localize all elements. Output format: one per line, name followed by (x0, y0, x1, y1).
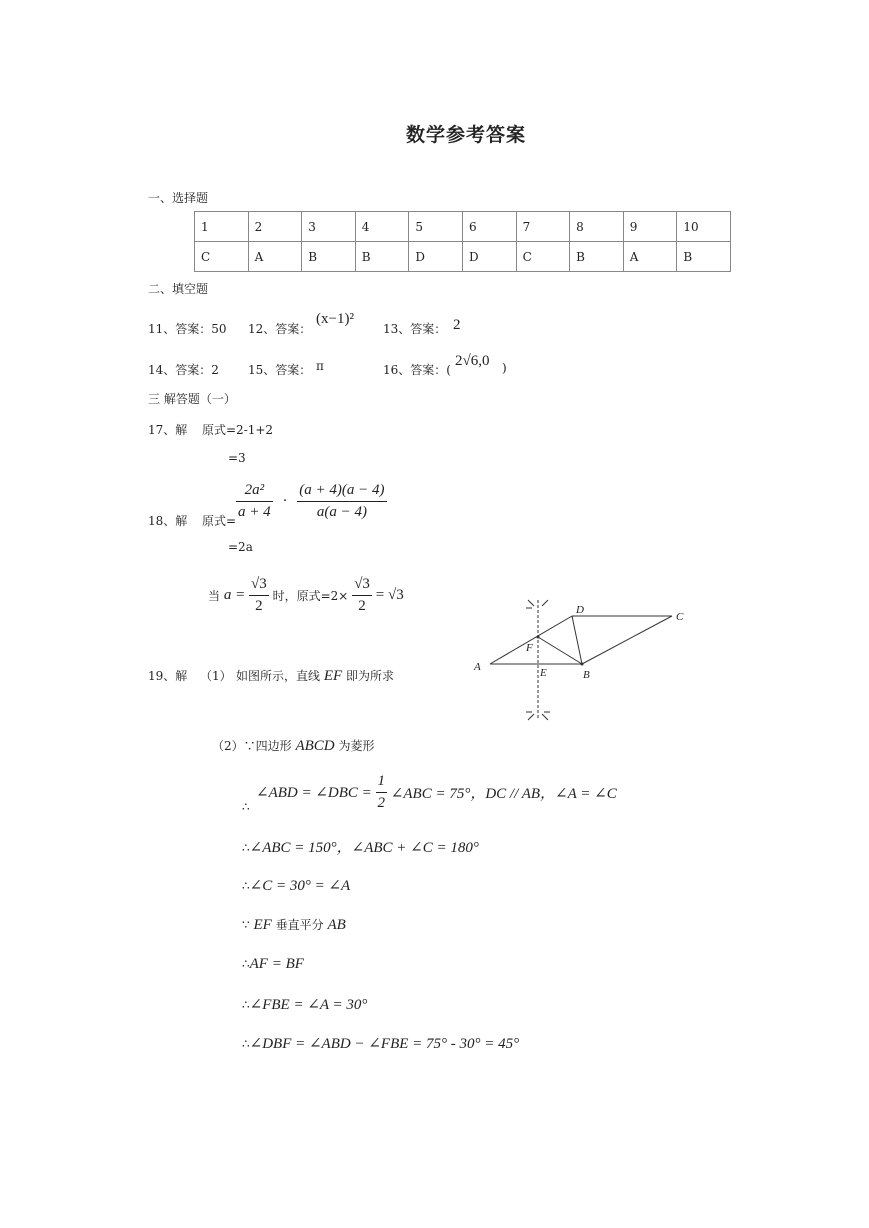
therefore-symbol: ∴ (242, 800, 250, 814)
q19-part1-text (236, 667, 394, 685)
proof-line-6 (242, 995, 367, 1014)
segment-bd (572, 616, 582, 664)
q17-step1: 原式=2-1+2 (202, 423, 274, 437)
q18-a-eq: a = (223, 587, 246, 603)
table-cell: 3 (302, 212, 356, 242)
q18-dot: · (282, 493, 288, 509)
answer-12-label: 12、答案： (248, 322, 312, 336)
answer-16-label: 16、答案：( (383, 363, 451, 377)
q18-eq: = (375, 587, 385, 603)
because-symbol: ∵ (242, 918, 250, 932)
q18-frac1-denominator: a + 4 (238, 504, 271, 520)
section-solve-heading: 三 解答题（一） (148, 392, 236, 406)
q18-frac2-numerator: (a + 4)(a − 4) (297, 482, 386, 502)
proof-line-1 (256, 773, 617, 812)
table-cell: B (677, 242, 731, 272)
answer-table (194, 211, 731, 272)
proof-line-3 (242, 876, 350, 895)
q19-part1-ef: EF (323, 668, 343, 684)
q18-frac2-denominator: a(a − 4) (316, 504, 367, 520)
q19-part1-text-a: 如图所示，直线 (236, 669, 321, 683)
figure-lines (490, 600, 672, 720)
q18-step2: =2a (228, 540, 253, 554)
table-cell: B (302, 242, 356, 272)
proof-line-4-ab: AB (327, 917, 346, 933)
answer-14: 14、答案：2 (148, 363, 219, 377)
q17-step2: =3 (228, 451, 246, 465)
q18-fraction-1 (236, 482, 273, 521)
q17-label: 17、解 (148, 423, 188, 437)
table-row-numbers (195, 212, 731, 242)
table-cell: 10 (677, 212, 731, 242)
answer-15-value: π (316, 359, 324, 373)
half-fraction (376, 773, 388, 812)
segment-fb (538, 637, 582, 664)
q19-part2-abcd: ABCD (295, 738, 335, 754)
q18-frac4-numerator: √3 (352, 576, 372, 596)
q18-frac4-denominator: 2 (358, 598, 366, 614)
proof-line-6-text: ∠FBE = ∠A = 30° (249, 997, 368, 1013)
q18-result: √3 (388, 587, 404, 603)
q18-time: 时，原式=2× (272, 589, 349, 603)
proof-line-7 (242, 1034, 519, 1053)
section-choice-heading: 一、选择题 (148, 191, 209, 205)
proof-line-4-ef: EF (253, 917, 272, 933)
table-cell: 4 (355, 212, 409, 242)
answer-16-close: ) (502, 361, 507, 375)
proof-line-4 (242, 916, 346, 934)
table-cell: D (462, 242, 516, 272)
q19-part1-text-b: 即为所求 (346, 669, 395, 683)
q19-part2-text: 为菱形 (338, 739, 375, 753)
table-cell: B (570, 242, 624, 272)
label-f: F (526, 642, 533, 654)
q18-when: 当 (208, 589, 221, 603)
table-cell: C (516, 242, 570, 272)
table-cell: 2 (248, 212, 302, 242)
proof-line-5 (242, 956, 304, 973)
rhombus-figure (466, 596, 696, 726)
therefore-symbol: ∴ (242, 998, 250, 1012)
q18-frac3-denominator: 2 (255, 598, 263, 614)
q18-when-line (208, 576, 404, 615)
segment-ad (490, 616, 572, 664)
segment-bc (582, 616, 672, 664)
proof-line-1-b: ∠ABC = 75°，DC // AB，∠A = ∠C (390, 786, 617, 802)
q18-fraction-3 (249, 576, 269, 615)
q18-label: 18、解 (148, 514, 188, 528)
page-title: 数学参考答案 (406, 124, 527, 146)
proof-line-2-text: ∠ABC = 150°，∠ABC + ∠C = 180° (249, 840, 479, 856)
q19-label: 19、解 (148, 669, 188, 683)
therefore-symbol: ∴ (242, 1037, 250, 1051)
section-fill-heading: 二、填空题 (148, 282, 209, 296)
table-cell: 5 (409, 212, 463, 242)
proof-line-5-text: AF = BF (249, 956, 304, 972)
q18-fraction-2 (297, 482, 386, 521)
answer-13-label: 13、答案： (383, 322, 447, 336)
half-numerator: 1 (376, 773, 388, 793)
table-row-answers (195, 242, 731, 272)
answer-12-value: (x−1)² (316, 311, 354, 327)
answer-11: 11、答案：50 (148, 322, 227, 336)
proof-line-2 (242, 836, 479, 857)
proof-line-4-text: 垂直平分 (275, 918, 324, 932)
arc-mark-top (526, 600, 548, 608)
table-cell: A (623, 242, 677, 272)
table-cell: 1 (195, 212, 249, 242)
q18-frac3-numerator: √3 (249, 576, 269, 596)
proof-line-3-text: ∠C = 30° = ∠A (249, 878, 351, 894)
label-d: D (576, 604, 584, 616)
q19-part2-header (212, 737, 374, 755)
therefore-symbol: ∴ (242, 957, 250, 971)
point-b (581, 663, 584, 666)
q19-part1-label: （1） (200, 669, 232, 683)
table-cell: C (195, 242, 249, 272)
q18-fraction-4 (352, 576, 372, 615)
table-cell: D (409, 242, 463, 272)
therefore-symbol: ∴ (242, 841, 250, 855)
q18-prefix: 原式= (202, 514, 237, 528)
table-cell: 8 (570, 212, 624, 242)
half-denominator: 2 (377, 795, 386, 811)
point-f (537, 636, 540, 639)
table-cell: A (248, 242, 302, 272)
label-e: E (540, 667, 547, 679)
table-cell: 9 (623, 212, 677, 242)
answer-13-value: 2 (453, 317, 461, 333)
q18-frac1-numerator: 2a² (236, 482, 273, 502)
q19-part2-label: （2）∵四边形 (212, 739, 292, 753)
label-a: A (474, 661, 481, 673)
table-cell: 7 (516, 212, 570, 242)
table-cell: 6 (462, 212, 516, 242)
q18-expression (236, 482, 387, 521)
answer-15-label: 15、答案： (248, 363, 312, 377)
therefore-symbol: ∴ (242, 879, 250, 893)
table-cell: B (355, 242, 409, 272)
proof-line-1-a: ∠ABD = ∠DBC = (256, 785, 372, 801)
label-b: B (583, 669, 590, 681)
label-c: C (676, 611, 684, 623)
answer-16-value: 2√6,0 (455, 353, 490, 369)
proof-line-7-text: ∠DBF = ∠ABD − ∠FBE = 75° - 30° = 45° (249, 1036, 520, 1052)
